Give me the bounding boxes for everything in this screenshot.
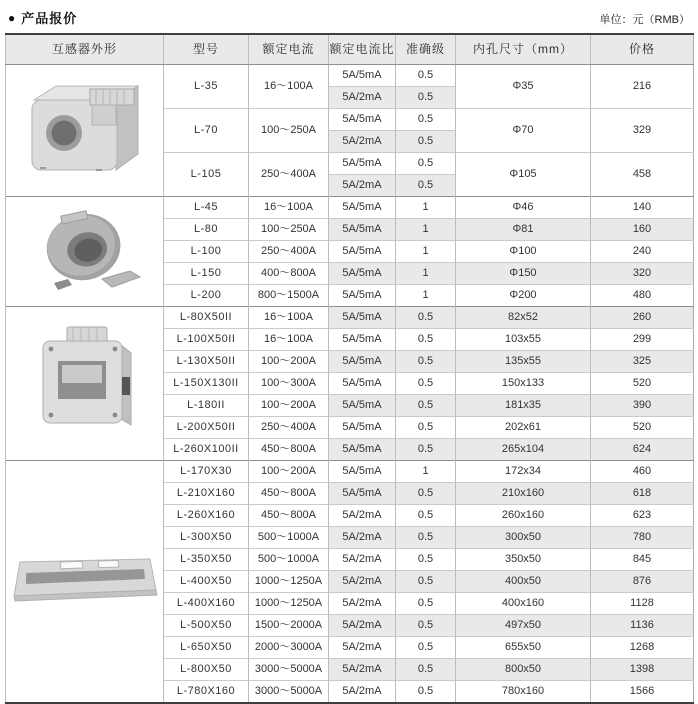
title-bar [0,0,698,33]
table-header [6,34,694,65]
accuracy-class-cell: 0.5 [396,87,456,109]
hole-size-cell: 181x35 [456,395,591,417]
rated-current-cell: 16～100A [249,65,329,109]
price-cell: 1566 [591,681,694,704]
price-cell: 618 [591,483,694,505]
current-ratio-cell: 5A/2mA [329,615,396,637]
table-row [6,461,694,483]
model-cell: L-105 [164,153,249,197]
model-cell: L-650X50 [164,637,249,659]
price-cell: 140 [591,197,694,219]
hole-size-cell: Φ70 [456,109,591,153]
model-cell: L-260X100II [164,439,249,461]
rated-current-cell: 800～1500A [249,285,329,307]
hole-size-cell: Φ100 [456,241,591,263]
product-group [6,307,694,461]
current-ratio-cell: 5A/2mA [329,593,396,615]
rated-current-cell: 1000～1250A [249,593,329,615]
model-cell: L-180II [164,395,249,417]
hole-size-cell: Φ200 [456,285,591,307]
rated-current-cell: 400～800A [249,263,329,285]
model-cell: L-70 [164,109,249,153]
current-ratio-cell: 5A/5mA [329,351,396,373]
current-ratio-cell: 5A/5mA [329,109,396,131]
price-cell: 520 [591,373,694,395]
hole-size-cell: Φ105 [456,153,591,197]
model-cell: L-500X50 [164,615,249,637]
accuracy-class-cell: 0.5 [396,175,456,197]
model-cell: L-400X160 [164,593,249,615]
model-cell: L-170X30 [164,461,249,483]
accuracy-class-cell: 1 [396,461,456,483]
rated-current-cell: 100～200A [249,395,329,417]
price-cell: 325 [591,351,694,373]
busbar-slot-ct-photo-cell [6,461,164,704]
current-ratio-cell: 5A/5mA [329,219,396,241]
column-header: 价格 [591,34,694,65]
rated-current-cell: 16～100A [249,197,329,219]
current-ratio-cell: 5A/5mA [329,417,396,439]
rated-current-cell: 3000～5000A [249,681,329,704]
model-cell: L-80 [164,219,249,241]
current-ratio-cell: 5A/2mA [329,659,396,681]
accuracy-class-cell: 0.5 [396,615,456,637]
model-cell: L-260X160 [164,505,249,527]
hole-size-cell: 202x61 [456,417,591,439]
hole-size-cell: 135x55 [456,351,591,373]
accuracy-class-cell: 0.5 [396,153,456,175]
accuracy-class-cell: 0.5 [396,549,456,571]
price-cell: 624 [591,439,694,461]
accuracy-class-cell: 0.5 [396,109,456,131]
hole-size-cell: 150x133 [456,373,591,395]
accuracy-class-cell: 1 [396,219,456,241]
rated-current-cell: 500～1000A [249,549,329,571]
rated-current-cell: 250～400A [249,417,329,439]
hole-size-cell: 780x160 [456,681,591,704]
current-ratio-cell: 5A/5mA [329,395,396,417]
hole-size-cell: 400x160 [456,593,591,615]
current-ratio-cell: 5A/2mA [329,131,396,153]
accuracy-class-cell: 1 [396,197,456,219]
model-cell: L-100 [164,241,249,263]
price-cell: 520 [591,417,694,439]
accuracy-class-cell: 1 [396,263,456,285]
rated-current-cell: 3000～5000A [249,659,329,681]
price-cell: 1128 [591,593,694,615]
column-header: 内孔尺寸（mm） [456,34,591,65]
accuracy-class-cell: 0.5 [396,681,456,704]
rated-current-cell: 16～100A [249,329,329,351]
price-cell: 329 [591,109,694,153]
accuracy-class-cell: 0.5 [396,329,456,351]
accuracy-class-cell: 0.5 [396,571,456,593]
rated-current-cell: 100～250A [249,109,329,153]
accuracy-class-cell: 0.5 [396,417,456,439]
product-group [6,461,694,704]
current-ratio-cell: 5A/5mA [329,329,396,351]
product-group [6,65,694,197]
accuracy-class-cell: 0.5 [396,131,456,153]
price-cell: 480 [591,285,694,307]
hole-size-cell: 400x50 [456,571,591,593]
current-ratio-cell: 5A/5mA [329,241,396,263]
price-cell: 390 [591,395,694,417]
model-cell: L-780X160 [164,681,249,704]
rated-current-cell: 2000～3000A [249,637,329,659]
hole-size-cell: Φ46 [456,197,591,219]
rated-current-cell: 450～800A [249,505,329,527]
price-table [5,33,694,704]
ring-core-ct-photo-cell [6,197,164,307]
price-cell: 460 [591,461,694,483]
current-ratio-cell: 5A/2mA [329,505,396,527]
current-ratio-cell: 5A/2mA [329,175,396,197]
current-ratio-cell: 5A/5mA [329,461,396,483]
current-ratio-cell: 5A/5mA [329,439,396,461]
rated-current-cell: 16～100A [249,307,329,329]
hole-size-cell: 350x50 [456,549,591,571]
rated-current-cell: 100～300A [249,373,329,395]
hole-size-cell: Φ81 [456,219,591,241]
accuracy-class-cell: 1 [396,285,456,307]
current-ratio-cell: 5A/5mA [329,285,396,307]
price-cell: 320 [591,263,694,285]
model-cell: L-800X50 [164,659,249,681]
model-cell: L-200 [164,285,249,307]
rated-current-cell: 100～250A [249,219,329,241]
square-window-ct-photo-cell [6,307,164,461]
price-cell: 780 [591,527,694,549]
product-group [6,197,694,307]
model-cell: L-130X50II [164,351,249,373]
price-cell: 216 [591,65,694,109]
table-row [6,307,694,329]
unit-label: 单位：元（RMB） [599,14,690,26]
rated-current-cell: 250～400A [249,241,329,263]
model-cell: L-150 [164,263,249,285]
current-ratio-cell: 5A/5mA [329,307,396,329]
model-cell: L-200X50II [164,417,249,439]
model-cell: L-300X50 [164,527,249,549]
current-ratio-cell: 5A/2mA [329,681,396,704]
hole-size-cell: 82x52 [456,307,591,329]
hole-size-cell: 172x34 [456,461,591,483]
accuracy-class-cell: 0.5 [396,483,456,505]
accuracy-class-cell: 0.5 [396,659,456,681]
hole-size-cell: 210x160 [456,483,591,505]
ring-core-ct-photo [24,203,146,297]
accuracy-class-cell: 1 [396,241,456,263]
current-ratio-cell: 5A/5mA [329,483,396,505]
accuracy-class-cell: 0.5 [396,637,456,659]
accuracy-class-cell: 0.5 [396,505,456,527]
model-cell: L-210X160 [164,483,249,505]
price-cell: 1268 [591,637,694,659]
bullet-icon: ● [8,10,16,25]
price-cell: 845 [591,549,694,571]
rated-current-cell: 450～800A [249,483,329,505]
model-cell: L-100X50II [164,329,249,351]
square-window-ct-photo [29,319,141,445]
price-cell: 160 [591,219,694,241]
current-ratio-cell: 5A/5mA [329,65,396,87]
solid-core-ct-photo-cell [6,65,164,197]
accuracy-class-cell: 0.5 [396,593,456,615]
hole-size-cell: 800x50 [456,659,591,681]
price-cell: 876 [591,571,694,593]
current-ratio-cell: 5A/2mA [329,571,396,593]
rated-current-cell: 100～200A [249,351,329,373]
rated-current-cell: 250～400A [249,153,329,197]
hole-size-cell: Φ35 [456,65,591,109]
current-ratio-cell: 5A/5mA [329,263,396,285]
accuracy-class-cell: 0.5 [396,527,456,549]
model-cell: L-350X50 [164,549,249,571]
current-ratio-cell: 5A/5mA [329,373,396,395]
model-cell: L-80X50II [164,307,249,329]
busbar-slot-ct-photo [10,552,160,608]
table-row [6,197,694,219]
column-header: 额定电流 [249,34,329,65]
current-ratio-cell: 5A/5mA [329,153,396,175]
rated-current-cell: 100～200A [249,461,329,483]
rated-current-cell: 450～800A [249,439,329,461]
accuracy-class-cell: 0.5 [396,373,456,395]
model-cell: L-400X50 [164,571,249,593]
current-ratio-cell: 5A/2mA [329,549,396,571]
accuracy-class-cell: 0.5 [396,351,456,373]
hole-size-cell: 655x50 [456,637,591,659]
current-ratio-cell: 5A/2mA [329,637,396,659]
price-cell: 1398 [591,659,694,681]
column-header: 额定电流比 [329,34,396,65]
hole-size-cell: 260x160 [456,505,591,527]
current-ratio-cell: 5A/2mA [329,527,396,549]
table-row [6,65,694,87]
model-cell: L-35 [164,65,249,109]
accuracy-class-cell: 0.5 [396,439,456,461]
hole-size-cell: 497x50 [456,615,591,637]
current-ratio-cell: 5A/2mA [329,87,396,109]
column-header: 准确级 [396,34,456,65]
accuracy-class-cell: 0.5 [396,307,456,329]
rated-current-cell: 1000～1250A [249,571,329,593]
column-header: 型号 [164,34,249,65]
price-cell: 260 [591,307,694,329]
accuracy-class-cell: 0.5 [396,395,456,417]
model-cell: L-45 [164,197,249,219]
rated-current-cell: 500～1000A [249,527,329,549]
hole-size-cell: 265x104 [456,439,591,461]
price-cell: 458 [591,153,694,197]
current-ratio-cell: 5A/5mA [329,197,396,219]
rated-current-cell: 1500～2000A [249,615,329,637]
header-row [6,34,694,65]
price-cell: 1136 [591,615,694,637]
price-cell: 240 [591,241,694,263]
page-title: 产品报价 [21,11,78,26]
hole-size-cell: 103x55 [456,329,591,351]
accuracy-class-cell: 0.5 [396,65,456,87]
price-cell: 299 [591,329,694,351]
hole-size-cell: 300x50 [456,527,591,549]
model-cell: L-150X130II [164,373,249,395]
column-header: 互感器外形 [6,34,164,65]
price-cell: 623 [591,505,694,527]
hole-size-cell: Φ150 [456,263,591,285]
solid-core-ct-photo [26,78,144,180]
